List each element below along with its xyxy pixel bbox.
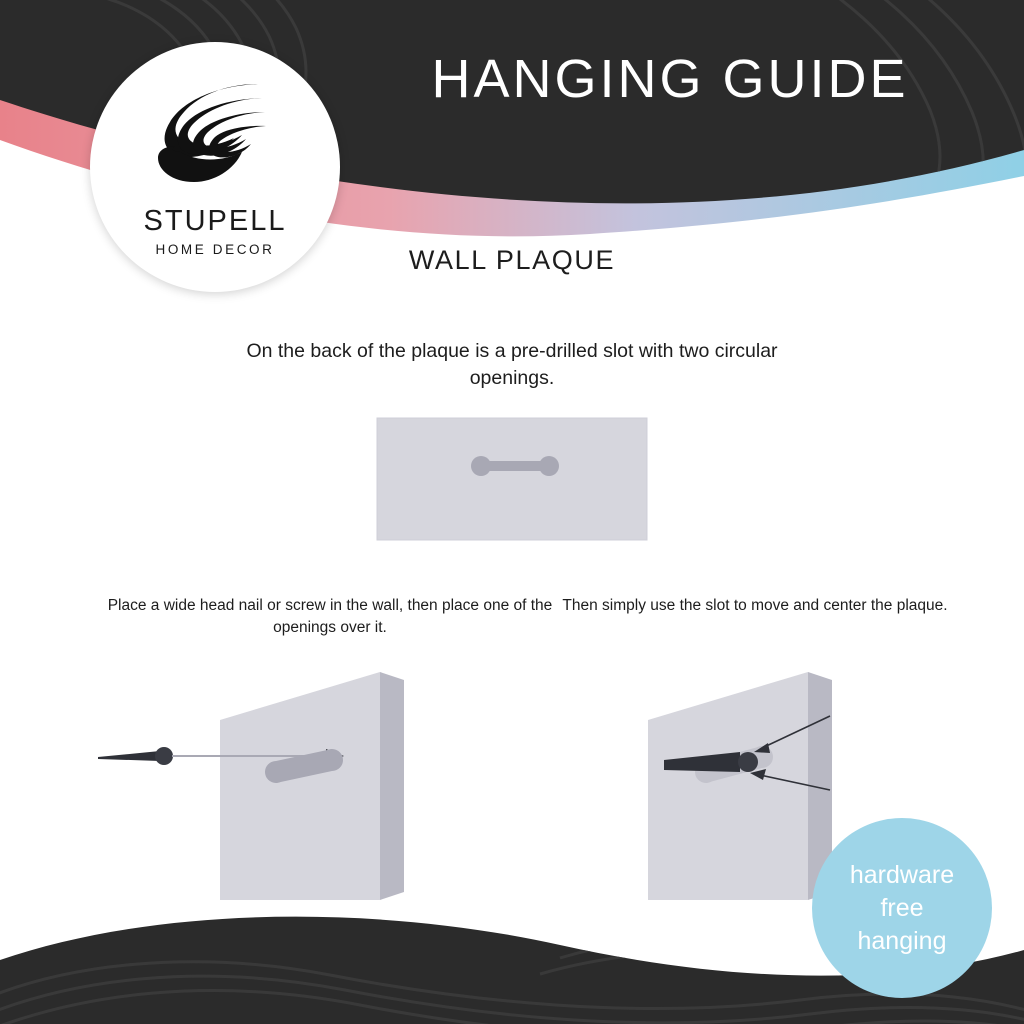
section-title: WALL PLAQUE: [408, 245, 616, 275]
logo-badge: [90, 42, 340, 292]
step-2-caption: Place a wide head nail or screw in the wall, then place one of the openings over it.: [107, 597, 553, 636]
swoosh-s-mark-icon: [150, 78, 280, 198]
badge-line-1: hardware: [849, 860, 955, 889]
logo-tagline: HOME DECOR: [155, 242, 275, 257]
badge-line-2: free: [880, 893, 924, 922]
badge-line-3: hanging: [857, 926, 947, 955]
hardware-free-badge: [812, 818, 992, 998]
step-1-caption: On the back of the plaque is a pre-drilled slot with two circular openings.: [246, 340, 778, 389]
logo-wordmark: STUPELL: [143, 205, 287, 237]
page-title: HANGING GUIDE: [431, 49, 909, 109]
plaque-face-3: [648, 672, 808, 900]
step-3-caption: Then simply use the slot to move and center the plaque.: [562, 597, 948, 614]
hardware-free-badge-text: [850, 859, 954, 958]
